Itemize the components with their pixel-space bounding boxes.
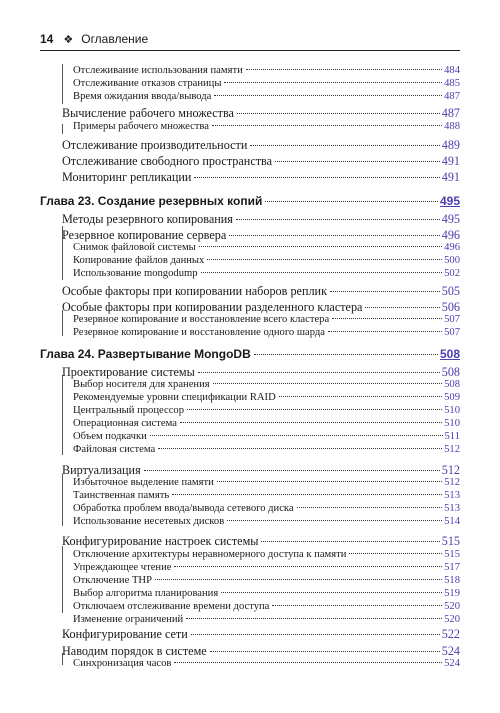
entry-page: 495 — [441, 212, 460, 226]
leader-dots — [221, 592, 442, 593]
entry-title: Отслеживание производительности — [62, 138, 248, 152]
toc-entry[interactable] — [73, 79, 460, 90]
entry-title: Время ожидания ввода/вывода — [73, 91, 212, 102]
entry-page: 487 — [444, 91, 460, 102]
leader-dots — [236, 219, 440, 220]
ornament-icon: ❖ — [63, 34, 74, 46]
entry-page: 518 — [444, 575, 460, 586]
leader-dots — [272, 605, 442, 606]
entry-page: 513 — [444, 490, 460, 501]
leader-dots — [194, 177, 439, 178]
toc-entry[interactable] — [73, 478, 460, 489]
chapter-title: Глава 24. Развертывание MongoDB — [40, 347, 251, 361]
toc-entry[interactable] — [62, 464, 460, 476]
toc-entry[interactable] — [73, 380, 460, 391]
toc-entry[interactable] — [62, 645, 460, 657]
toc-entry[interactable] — [73, 445, 460, 456]
entry-page: 512 — [441, 463, 460, 477]
toc-entry[interactable] — [73, 576, 460, 587]
entry-page: 489 — [441, 138, 460, 152]
toc-entry[interactable] — [62, 171, 460, 183]
toc-entry[interactable] — [62, 366, 460, 378]
leader-dots — [224, 82, 442, 83]
page-number: 14 — [40, 32, 54, 46]
entry-title: Выбор носителя для хранения — [73, 379, 210, 390]
entry-page: 510 — [444, 405, 460, 416]
entry-page: 484 — [444, 65, 460, 76]
entry-title: Резервное копирование сервера — [62, 228, 227, 242]
chapter-page: 508 — [439, 347, 460, 361]
entry-title: Снимок файловой системы — [73, 242, 196, 253]
toc-entry[interactable] — [62, 155, 460, 167]
toc-entry[interactable] — [73, 122, 460, 133]
toc-entry[interactable] — [73, 563, 460, 574]
toc-entry[interactable] — [73, 269, 460, 280]
entry-title: Отслеживание свободного пространства — [62, 154, 273, 168]
toc-entry[interactable] — [73, 550, 460, 561]
toc-entry[interactable] — [62, 139, 460, 151]
entry-title: Отключение архитектуры неравномерного доступа к памяти — [73, 549, 347, 560]
entry-page: 520 — [444, 614, 460, 625]
section-rule — [62, 546, 63, 613]
leader-dots — [180, 422, 442, 423]
entry-page: 515 — [444, 549, 460, 560]
entry-page: 487 — [441, 106, 460, 120]
leader-dots — [186, 618, 442, 619]
entry-page: 509 — [444, 392, 460, 403]
toc-entry[interactable] — [62, 628, 460, 640]
entry-page: 508 — [444, 379, 460, 390]
entry-title: Центральный процессор — [73, 405, 184, 416]
entry-page: 508 — [441, 365, 460, 379]
entry-title: Наводим порядок в системе — [62, 644, 207, 658]
toc-entry[interactable] — [73, 517, 460, 528]
entry-page: 524 — [444, 658, 460, 669]
toc-entry[interactable] — [73, 589, 460, 600]
entry-title: Таинственная память — [73, 490, 170, 501]
toc-entry[interactable] — [62, 213, 460, 225]
toc-entry[interactable] — [62, 535, 460, 547]
leader-dots — [332, 318, 442, 319]
leader-dots — [229, 235, 439, 236]
leader-dots — [158, 448, 442, 449]
entry-title: Синхронизация часов — [73, 658, 172, 669]
leader-dots — [246, 69, 442, 70]
leader-dots — [172, 494, 442, 495]
toc-entry[interactable] — [73, 92, 460, 103]
entry-title: Упреждающее чтение — [73, 562, 172, 573]
toc-entry[interactable] — [73, 328, 460, 339]
entry-title: Примеры рабочего множества — [73, 121, 210, 132]
toc-entry[interactable] — [62, 107, 460, 119]
entry-page: 514 — [444, 516, 460, 527]
entry-title: Резервное копирование и восстановление всего кластера — [73, 314, 330, 325]
entry-page: 496 — [441, 228, 460, 242]
leader-dots — [150, 435, 443, 436]
entry-page: 510 — [444, 418, 460, 429]
toc-entry[interactable] — [73, 432, 460, 443]
leader-dots — [330, 291, 440, 292]
entry-title: Выбор алгоритма планирования — [73, 588, 219, 599]
toc-entry[interactable] — [73, 504, 460, 515]
toc-entry[interactable] — [73, 491, 460, 502]
leader-dots — [227, 520, 442, 521]
section-rule — [62, 64, 63, 104]
leader-dots — [174, 566, 442, 567]
leader-dots — [214, 95, 442, 96]
entry-page: 507 — [444, 327, 460, 338]
entry-page: 512 — [444, 477, 460, 488]
toc-entry[interactable] — [73, 615, 460, 626]
leader-dots — [213, 383, 442, 384]
leader-dots — [349, 553, 442, 554]
entry-page: 519 — [444, 588, 460, 599]
leader-dots — [250, 145, 439, 146]
leader-dots — [201, 272, 443, 273]
entry-page: 511 — [444, 431, 460, 442]
entry-page: 506 — [441, 300, 460, 314]
entry-title: Копирование файлов данных — [73, 255, 205, 266]
toc-entry[interactable] — [73, 419, 460, 430]
toc-entry[interactable] — [73, 659, 460, 670]
entry-page: 524 — [441, 644, 460, 658]
toc-entry[interactable] — [73, 602, 460, 613]
entry-title: Мониторинг репликации — [62, 170, 192, 184]
leader-dots — [212, 125, 442, 126]
toc-entry[interactable] — [62, 229, 460, 241]
leader-dots — [210, 651, 440, 652]
entry-title: Отключение THP — [73, 575, 152, 586]
entry-title: Избыточное выделение памяти — [73, 477, 214, 488]
leader-dots — [144, 470, 440, 471]
leader-dots — [237, 113, 440, 114]
toc-entry[interactable] — [62, 301, 460, 313]
section-rule — [62, 375, 63, 455]
entry-title: Рекомендуемые уровни спецификации RAID — [73, 392, 276, 403]
leader-dots — [297, 507, 443, 508]
leader-dots — [207, 259, 442, 260]
leader-dots — [155, 579, 442, 580]
entry-title: Изменение ограничений — [73, 614, 184, 625]
entry-page: 491 — [441, 154, 460, 168]
entry-title: Конфигурирование сети — [62, 627, 188, 641]
chapter-page: 495 — [439, 194, 460, 208]
leader-dots — [265, 201, 438, 202]
entry-page: 512 — [444, 444, 460, 455]
entry-title: Проектирование системы — [62, 365, 195, 379]
entry-page: 488 — [444, 121, 460, 132]
entry-page: 513 — [444, 503, 460, 514]
toc-entry[interactable] — [73, 393, 460, 404]
entry-title: Операционная система — [73, 418, 177, 429]
entry-title: Использование mongodump — [73, 268, 198, 279]
toc-entry[interactable] — [73, 315, 460, 326]
leader-dots — [217, 481, 442, 482]
entry-page: 517 — [444, 562, 460, 573]
entry-page: 485 — [444, 78, 460, 89]
entry-title: Отслеживание отказов страницы — [73, 78, 222, 89]
entry-page: 522 — [441, 627, 460, 641]
section-rule — [62, 124, 63, 134]
entry-title: Особые факторы при копировании наборов реплик — [62, 284, 327, 298]
entry-page: 491 — [441, 170, 460, 184]
entry-title: Использование несетевых дисков — [73, 516, 225, 527]
entry-title: Конфигурирование настроек системы — [62, 534, 259, 548]
leader-dots — [198, 372, 440, 373]
leader-dots — [174, 662, 442, 663]
running-title: Оглавление — [81, 32, 149, 46]
toc-entry[interactable] — [73, 406, 460, 417]
entry-page: 500 — [444, 255, 460, 266]
entry-page: 496 — [444, 242, 460, 253]
entry-page: 515 — [441, 534, 460, 548]
toc-entry[interactable] — [73, 66, 460, 77]
leader-dots — [187, 409, 442, 410]
section-rule — [62, 474, 63, 526]
leader-dots — [191, 634, 440, 635]
entry-page: 520 — [444, 601, 460, 612]
leader-dots — [365, 307, 439, 308]
entry-title: Объем подкачки — [73, 431, 147, 442]
entry-title: Виртуализация — [62, 463, 141, 477]
entry-title: Вычисление рабочего множества — [62, 106, 234, 120]
entry-title: Файловая система — [73, 444, 156, 455]
toc-entry[interactable] — [62, 285, 460, 297]
leader-dots — [254, 354, 438, 355]
entry-page: 507 — [444, 314, 460, 325]
entry-page: 505 — [441, 284, 460, 298]
toc-entry[interactable] — [73, 256, 460, 267]
leader-dots — [275, 161, 440, 162]
chapter-entry[interactable] — [40, 195, 460, 207]
entry-title: Особые факторы при копировании разделенного кластера — [62, 300, 363, 314]
entry-page: 502 — [444, 268, 460, 279]
leader-dots — [279, 396, 442, 397]
chapter-title: Глава 23. Создание резервных копий — [40, 194, 263, 208]
entry-title: Резервное копирование и восстановление одного шарда — [73, 327, 325, 338]
leader-dots — [199, 246, 442, 247]
leader-dots — [328, 331, 442, 332]
toc-entry[interactable] — [73, 243, 460, 254]
entry-title: Методы резервного копирования — [62, 212, 233, 226]
entry-title: Отслеживание использования памяти — [73, 65, 243, 76]
entry-title: Отключаем отслеживание времени доступа — [73, 601, 270, 612]
chapter-entry[interactable] — [40, 348, 460, 360]
leader-dots — [261, 541, 439, 542]
entry-title: Обработка проблем ввода/вывода сетевого диска — [73, 503, 294, 514]
